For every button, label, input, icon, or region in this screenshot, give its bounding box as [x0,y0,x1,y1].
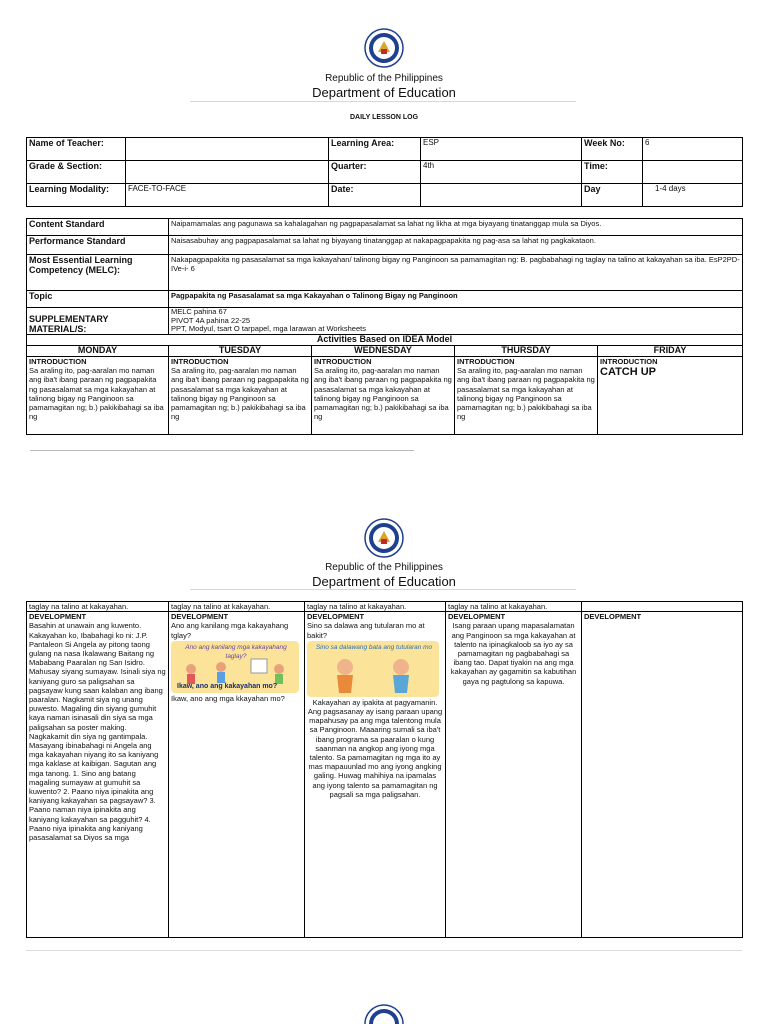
day-tuesday: TUESDAY [169,346,312,357]
info-table [26,137,743,207]
intro-label-wednesday: INTRODUCTION [314,357,372,366]
development-table [26,601,743,938]
content-standard-label: Content Standard [27,219,169,236]
page-3 [0,1000,768,1024]
page-1-footer-line [30,450,414,451]
day-value[interactable]: 1-4 days [643,184,743,207]
carry-text-thursday: taglay na talino at kakayahan. [446,602,582,612]
talents-picture [171,641,299,693]
week-value[interactable]: 6 [643,138,743,161]
carry-text-monday: taglay na talino at kakayahan. [27,602,169,612]
dev-text-tuesday-2: Ikaw, ano ang mga kkayahan mo? [171,693,285,703]
date-value[interactable] [421,184,582,207]
week-label: Week No: [582,138,643,161]
carry-text-friday [582,602,743,612]
melc-value: Nakapagpapakita ng pasasalamat sa mga kakayahan/ talinong bigay ng Panginoon sa pamamagitan ng: B. pagbabahagi ng taglay na talino at kakayahan sa iba. EsP2PD- IVe-i- 6 [169,255,743,291]
learning-area-value[interactable]: ESP [421,138,582,161]
doc-title: DAILY LESSON LOG [349,114,419,121]
dev-text-thursday: Isang paraan upang mapasalamatan ang Panginoon sa mga kakayahan at talento na ipinagkaloob sa iyo ay sa pamamagitan ng pagbabahagi sa ibang tao. Dapat tiyakin na ang mga kakayahan ay gagamitin sa kabutihan gaya ng pagtulong sa kapuwa. [450,621,577,686]
intro-label-tuesday: INTRODUCTION [171,357,229,366]
modality-value[interactable]: FACE-TO-FACE [126,184,329,207]
two-children-picture-title: Sino sa dalawang bata ang tutularan mo [315,643,433,651]
time-label: Time: [582,161,643,184]
day-monday: MONDAY [27,346,169,357]
catch-up-text: CATCH UP [600,366,657,379]
name-label: Name of Teacher: [27,138,126,161]
day-thursday: THURSDAY [455,346,598,357]
name-value[interactable] [126,138,329,161]
quarter-value[interactable]: 4th [421,161,582,184]
supplementary-line-2: PIVOT 4A pahina 22-25 [171,315,251,325]
performance-standard-label: Performance Standard [27,236,169,255]
two-children-picture [307,641,439,697]
grade-label: Grade & Section: [27,161,126,184]
melc-label: Most Essential Learning Competency (MELC): [27,255,169,291]
intro-text-wednesday: Sa araling ito, pag-aaralan mo naman ang iba't ibang paraan ng pagpapakita ng pasasalamat sa mga kakayahan at talinong bigay ng Panginoon sa pamamagitan ng; b.) pakikibahagi sa iba ng [314,366,452,422]
supplementary-line-1: MELC pahina 67 [171,307,227,316]
time-value[interactable] [643,161,743,184]
deped-seal-icon [364,28,404,68]
day-friday: FRIDAY [598,346,743,357]
header-divider [190,101,576,102]
topic-label: Topic [27,291,169,308]
page-2-footer-line [26,950,742,951]
dev-label-monday: DEVELOPMENT [29,612,87,622]
carry-text-tuesday: taglay na talino at kakayahan. [169,602,305,612]
republic-text: Republic of the Philippines [325,73,443,84]
date-label: Date: [329,184,421,207]
idea-model-title: Activities Based on IDEA Model [27,335,743,346]
deped-seal-icon [364,518,404,558]
talents-picture-title: Ano ang kanilang mga kakayahang taglay? [185,643,287,661]
dev-label-tuesday: DEVELOPMENT [171,612,229,622]
dev-text-tuesday: Ano ang kanilang mga kakayahang tglay? [171,621,289,640]
page-2 [0,470,768,1000]
supplementary-label: SUPPLEMENTARY MATERIAL/S: [27,308,169,335]
intro-label-friday: INTRODUCTION [600,357,658,366]
dev-label-thursday: DEVELOPMENT [448,612,506,622]
dev-text-monday: Basahin at unawain ang kuwento. Kakayahan ko, Ibabahagi ko ni: J.P. Pantaleon Si Angela ay pitong taong gulang na nasa Ikalawang Baitang ng Mababang Paaralan ng San Isidro. Mahusay siyang sumayaw. Isinali siya ng kaniyang guro sa paligsahan sa pagsayaw kung saan kalaban ang ibang paaralan. Nagkamit siya ng unang puwesto. Magaling din siyang gumuhit kaya naman isinasali din siya sa mga paligsahan sa poster making. Nagkakamit din siya ng gantimpala. Masayang ibinabahagi ni Angela ang mga kakayahan niyang ito sa kaniyang mga kaklase at kaibigan. Sagutan ang mga tanong. 1. Sino ang batang magaling sumayaw at gumuhit sa kuwento? 2. Paano niya ipinakita ang kaniyang kakayahan sa pagsayaw? 3. Paano naman niya ipinakita ang kaniyang kakayahan sa pagguhit? 4. Paano niya ipinakita ang kaniyang pasasalamat sa Diyos sa mga [29,621,166,843]
deped-seal-icon [364,1004,404,1024]
dev-text-wednesday-2: Kakayahan ay ipakita at pagyamanin. Ang pagsasanay ay isang paraan upang mapahusay pa ang mga talentong mula sa Panginoon. Maaaring sumali sa iba't ibang programa sa paaralan o kung saanman na angkop ang iyong mga talento. Sa pamamagitan ng mga ito ay mas mapauunlad mo ang iyong angking galing. Huwag mahihiya na ipamalas ang iyong talento sa pamamagitan ng pagsali sa mga paligsahan. [307,697,443,799]
day-wednesday: WEDNESDAY [312,346,455,357]
carry-text-wednesday: taglay na talino at kakayahan. [305,602,446,612]
performance-standard-value: Naisasabuhay ang pagpapasalamat sa lahat ng biyayang tinatanggap at nakapagpapakita ng pag-asa sa lahat ng pagkakataon. [169,236,743,255]
day-label: Day [582,184,643,207]
modality-label: Learning Modality: [27,184,126,207]
two-children-illustration [307,641,439,697]
supplementary-line-3: PPT, Modyul, tsart O tarpapel, mga larawan at Worksheets [171,324,366,333]
talents-picture-caption: Ikaw, ano ang kakayahan mo? [177,682,278,690]
standards-table [26,218,743,435]
intro-text-monday: Sa araling ito, pag-aaralan mo naman ang iba't ibang paraan ng pagpapakita ng pasasalamat sa mga kakayahan at talinong bigay ng Panginoon sa pamamagitan ng; b.) pakikibahagi sa iba ng [29,366,164,422]
intro-label-monday: INTRODUCTION [29,357,87,366]
grade-value[interactable] [126,161,329,184]
learning-area-label: Learning Area: [329,138,421,161]
page-1 [0,0,768,470]
republic-text: Republic of the Philippines [325,562,443,573]
intro-text-tuesday: Sa araling ito, pag-aaralan mo naman ang iba't ibang paraan ng pagpapakita ng pasasalamat sa mga kakayahan at talinong bigay ng Panginoon sa pamamagitan ng; b.) pakikibahagi sa iba ng [171,366,309,422]
dev-text-wednesday: Sino sa dalawa ang tutularan mo at bakit? [307,621,425,640]
dev-label-friday: DEVELOPMENT [584,612,642,622]
header-divider [190,589,576,590]
department-title: Department of Education [312,85,456,100]
quarter-label: Quarter: [329,161,421,184]
content-standard-value: Naipamamalas ang pagunawa sa kahalagahan ng pagpapasalamat sa lahat ng likha at mga biyayang tinatanggap mula sa Diyos. [169,219,743,236]
intro-text-thursday: Sa araling ito, pag-aaralan mo naman ang iba't ibang paraan ng pagpapakita ng pasasalamat sa mga kakayahan at talinong bigay ng Panginoon sa pamamagitan ng; b.) pakikibahagi sa iba ng [457,366,595,422]
topic-value: Pagpapakita ng Pasasalamat sa mga Kakayahan o Talinong Bigay ng Panginoon [169,291,743,308]
intro-label-thursday: INTRODUCTION [457,357,515,366]
department-title: Department of Education [312,574,456,589]
dev-label-wednesday: DEVELOPMENT [307,612,365,622]
